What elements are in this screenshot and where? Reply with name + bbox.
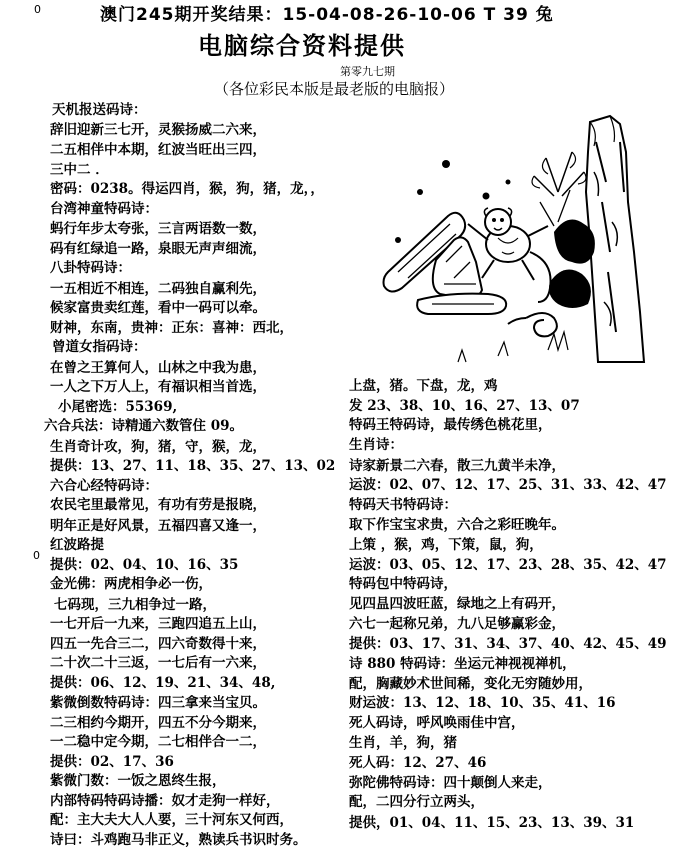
left-text-line: 一五相近不相连，二码独自赢利先， <box>50 281 266 297</box>
monkey-illustration <box>358 112 658 374</box>
right-text-line: 上策 ，猴，鸡，下策，鼠，狗， <box>349 537 543 553</box>
page-title: 电脑综合资料提供 <box>198 32 406 60</box>
left-text-line: 配：主大夫大人人要，三十河东又何西， <box>50 812 293 828</box>
right-text-line: 弥陀佛特码诗：四十颠倒人来走， <box>349 775 552 791</box>
left-text-line: 诗曰：斗鸡跑马非正义，熟读兵书识时务。 <box>50 832 307 848</box>
left-text-line: 生肖奇计攻，狗，猪，守，猴，龙， <box>50 439 266 455</box>
right-text-line: 死人码诗，呼风唤雨佳中宫， <box>349 715 525 731</box>
right-text-line: 生肖诗： <box>349 437 403 453</box>
right-text-line: 诗 880 特码诗：坐运元神视视禅机， <box>349 656 576 672</box>
right-text-line: 特码王特码诗，最传绣色桃花里， <box>349 417 552 433</box>
left-text-line: 辞旧迎新三七开，灵猴扬威二六来， <box>50 122 266 138</box>
left-text-line: 提供：02、04、10、16、35 <box>50 557 239 573</box>
left-text-line: 曾道女指码诗： <box>52 339 147 355</box>
left-text-line: 密码：0238。得运四肖，猴，狗，猪，龙，， <box>50 181 324 197</box>
right-text-line: 诗家新景二六春，散三九黄半未净， <box>349 458 565 474</box>
right-text-line: 特码天书特码诗： <box>349 497 457 513</box>
right-text-line: 死人码：12、27、46 <box>349 755 487 771</box>
left-text-line: 码有红绿追一路，泉眼无声声细流， <box>50 241 266 257</box>
left-text-line: 提供：06、12、19、21、34、48, <box>50 675 276 691</box>
left-text-line: 三中二 ． <box>50 162 109 178</box>
right-text-line: 生肖，羊，狗，猪 <box>349 735 457 751</box>
left-text-line: 六合心经特码诗： <box>50 478 158 494</box>
left-text-line: 小尾密选：55369, <box>58 399 178 415</box>
left-text-line: 六合兵法：诗精通六数管住 09。 <box>44 418 243 434</box>
left-text-line: 提供：02、17、36 <box>50 754 174 770</box>
left-text-line: 二三相约今期开，四五不分今期来， <box>50 715 266 731</box>
left-text-line: 八卦特码诗： <box>50 260 131 276</box>
left-text-line: 一人之下万人上，有福识相当首选， <box>50 379 266 395</box>
left-text-line: 金光佛：两虎相争必一伤， <box>50 576 212 592</box>
right-text-line: 提供，01、04、11、15、23、13、39、31 <box>349 815 635 831</box>
right-text-line: 配，二四分行立两头， <box>349 794 484 810</box>
left-text-line: 紫微门数：一饭之恩终生报， <box>50 773 226 789</box>
right-text-line: 特码包中特码诗， <box>349 576 457 592</box>
left-text-line: 明年正是好风景，五福四喜又逢一， <box>50 518 266 534</box>
left-text-line: 在曾之王算何人，山林之中我为患， <box>50 360 266 376</box>
page-subtitle: （各位彩民本版是最老版的电脑报） <box>214 80 455 98</box>
issue-number: 第零九七期 <box>340 65 395 78</box>
left-text-line: 天机报送码诗： <box>52 102 147 118</box>
corner-marker-top: 0 <box>34 3 41 16</box>
left-text-line: 七码现，三九相争过一路， <box>54 597 216 613</box>
right-text-line: 提供：03、17、31、34、37、40、42、45、49 <box>349 636 667 652</box>
corner-marker-middle: 0 <box>33 549 40 562</box>
right-text-line: 运波：03、05、12、17、23、28、35、42、47 <box>349 557 667 573</box>
right-text-line: 见四昷四波旺蓝，绿地之上有码开， <box>349 596 565 612</box>
right-text-line: 六七一起称兄弟，九八足够赢彩金， <box>349 616 565 632</box>
right-text-line: 取下作宝宝求贵，六合之彩旺晚年。 <box>349 517 565 533</box>
left-text-line: 二十次二十三返，一七后有一六来， <box>50 655 266 671</box>
macau-draw-result: 澳门245期开奖结果：15-04-08-26-10-06 T 39 兔 <box>100 5 554 25</box>
right-text-line: 财运波：13、12、18、10、35、41、16 <box>349 695 616 711</box>
left-text-line: 一七开后一九来，三跑四追五上山， <box>50 616 266 632</box>
left-text-line: 台湾神童特码诗： <box>50 201 158 217</box>
right-text-line: 配，胸藏妙术世间稀，变化无穷随妙用， <box>349 676 592 692</box>
left-text-line: 四五一先合三二，四六奇数得十来， <box>50 636 266 652</box>
left-text-line: 农民宅里最常见，有功有劳是报晓， <box>50 497 266 513</box>
right-text-line: 上盘，猪。下盘，龙，鸡 <box>349 378 498 394</box>
left-text-line: 二五相伴中本期，红波当旺出三四， <box>50 142 266 158</box>
right-text-line: 发 23、38、10、16、27、13、07 <box>349 398 580 414</box>
right-text-line: 运波：02、07、12、17、25、31、33、42、47 <box>349 477 667 493</box>
left-text-line: 内部特码特码诗播：奴才走狗一样好， <box>50 793 280 809</box>
left-text-line: 红波路提 <box>50 537 104 553</box>
left-text-line: 蚂行年步太夸张，三言两语数一数， <box>50 221 266 237</box>
left-text-line: 一二稳中定今期，二七相伴合一二， <box>50 734 266 750</box>
left-text-line: 紫微倒数特码诗：四三拿来当宝贝。 <box>50 695 266 711</box>
left-text-line: 提供：13、27、11、18、35、27、13、02 <box>50 458 336 474</box>
left-text-line: 候家富贵卖红莲，看中一码可以牵。 <box>50 300 266 316</box>
left-text-line: 财神，东南，贵神：正东：喜神：西北， <box>50 320 293 336</box>
